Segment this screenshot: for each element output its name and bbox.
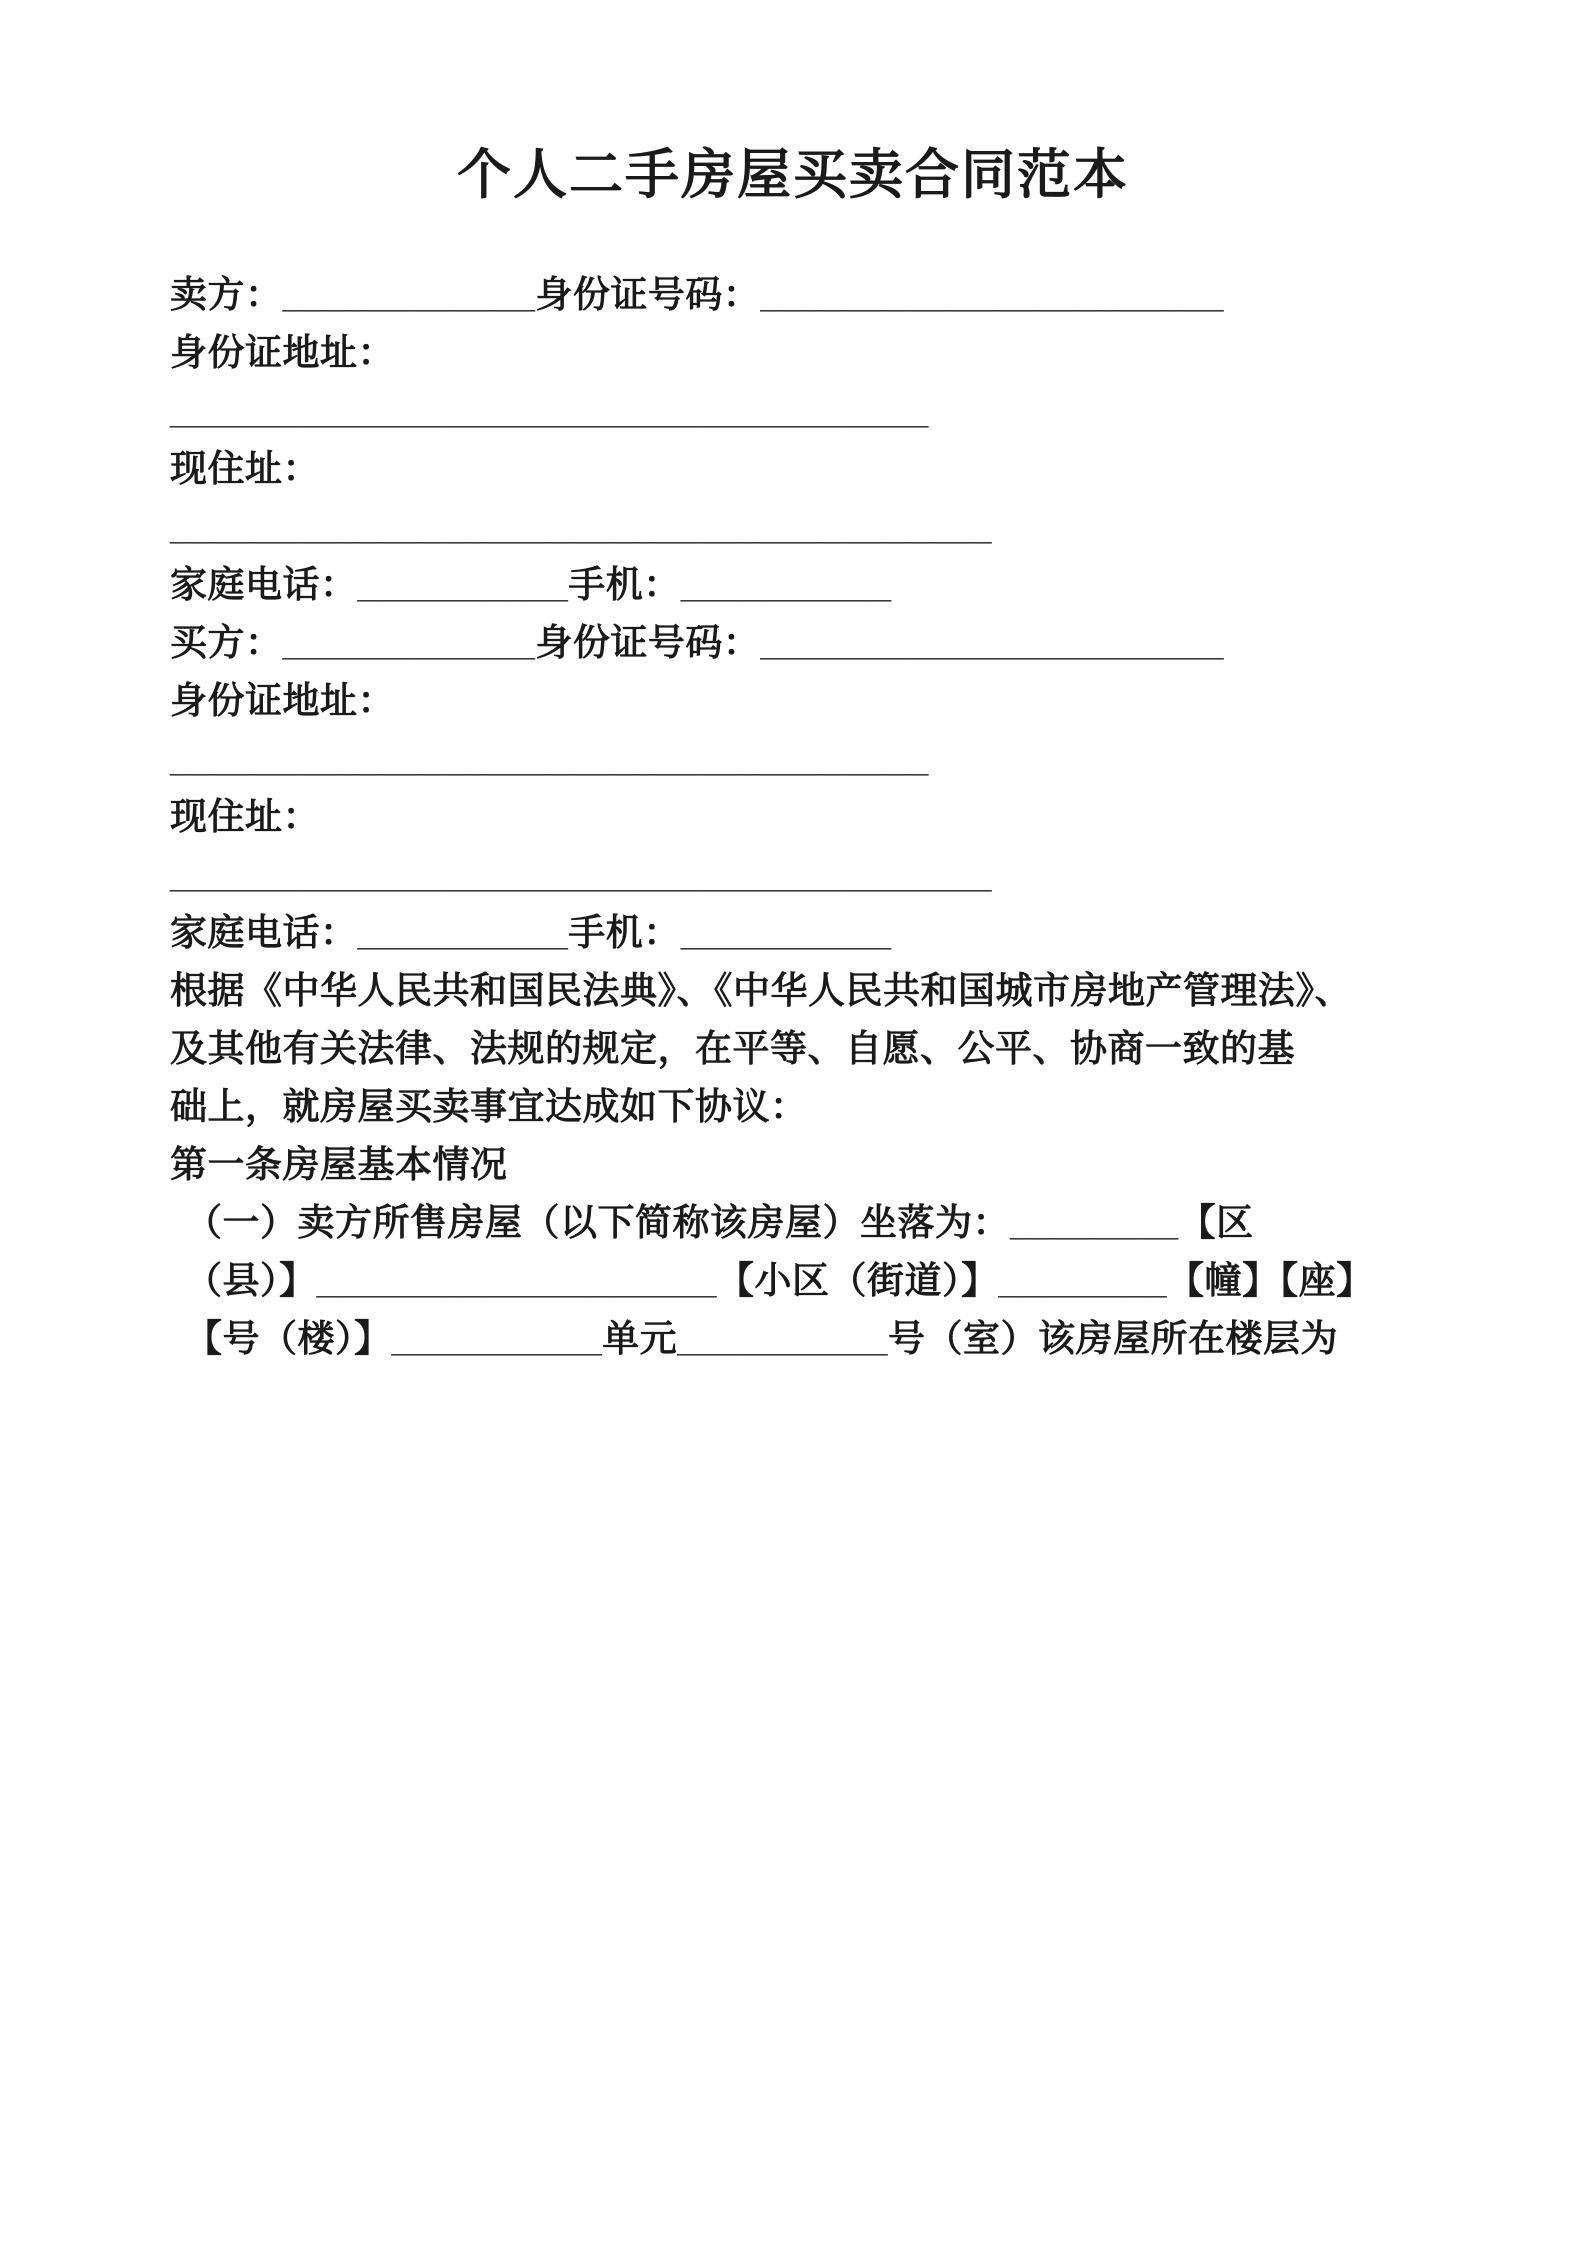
seller-id-address-blank: ____________________________________ [170, 390, 929, 431]
clause-1-1-line-2: （县）】___________________【小区（街道）】________【幢】【座】 [185, 1260, 1374, 1301]
clause-1-1-line-3: 【号（楼）】__________单元__________号（室）该房屋所在楼层为 [185, 1318, 1339, 1359]
seller-phone-line: 家庭电话：__________手机：__________ [170, 564, 892, 605]
buyer-current-address-label: 现住址： [170, 796, 320, 837]
preamble-line-2: 及其他有关法律、法规的规定，在平等、自愿、公平、协商一致的基 [170, 1028, 1295, 1069]
clause-1-1-line-1: （一）卖方所售房屋（以下简称该房屋）坐落为：________【区 [185, 1202, 1254, 1243]
preamble-line-3: 础上，就房屋买卖事宜达成如下协议： [170, 1086, 808, 1127]
article-1-heading: 第一条房屋基本情况 [170, 1144, 508, 1185]
buyer-id-address-blank: ____________________________________ [170, 738, 929, 779]
buyer-phone-line: 家庭电话：__________手机：__________ [170, 912, 892, 953]
document-title: 个人二手房屋买卖合同范本 [457, 145, 1129, 205]
document-body [170, 266, 1416, 1368]
buyer-line: 买方：____________身份证号码：______________________ [170, 622, 1225, 663]
seller-current-address-label: 现住址： [170, 448, 320, 489]
preamble-line-1: 根据《中华人民共和国民法典》、《中华人民共和国城市房地产管理法》、 [170, 970, 1352, 1011]
seller-line: 卖方：____________身份证号码：______________________ [170, 274, 1225, 315]
buyer-id-address-label: 身份证地址： [170, 680, 395, 721]
seller-id-address-label: 身份证地址： [170, 332, 395, 373]
buyer-current-address-blank: _______________________________________ [170, 854, 993, 895]
seller-current-address-blank: _______________________________________ [170, 506, 993, 547]
